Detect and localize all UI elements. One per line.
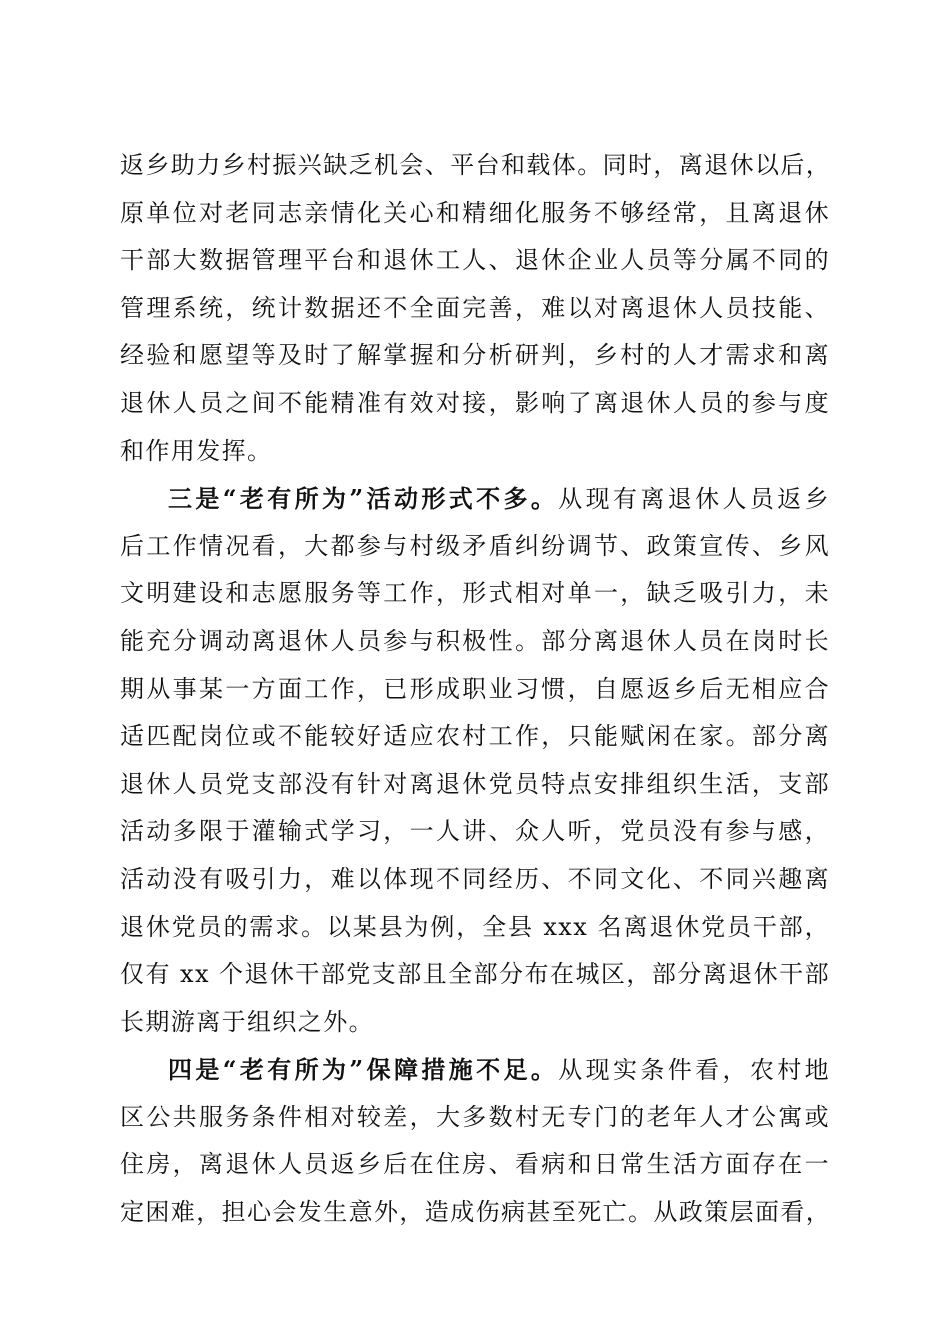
paragraph-first-line-rest: 从现有离退休人员返乡 — [558, 485, 831, 514]
document-body — [120, 142, 830, 1237]
text-line: 能充分调动离退休人员参与积极性。部分离退休人员在岗时长 — [120, 626, 830, 655]
text-line: 干部大数据管理平台和退休工人、退休企业人员等分属不同的 — [120, 246, 830, 275]
paragraph-lead: 三是“老有所为”活动形式不多。 — [168, 484, 559, 514]
text-line: 适匹配岗位或不能较好适应农村工作，只能赋闲在家。部分离 — [120, 722, 830, 751]
text-line: 活动多限于灌输式学习，一人讲、众人听，党员没有参与感， — [120, 817, 830, 846]
text-line: 后工作情况看，大都参与村级矛盾纠纷调节、政策宣传、乡风 — [120, 531, 830, 560]
text-line: 管理系统，统计数据还不全面完善，难以对离退休人员技能、 — [120, 293, 830, 322]
text-line: 文明建设和志愿服务等工作，形式相对单一，缺乏吸引力，未 — [120, 579, 830, 608]
text-line: 仅有 xx 个退休干部党支部且全部分布在城区，部分离退休干部 — [120, 960, 830, 989]
paragraph-first-line — [120, 1046, 830, 1094]
text-line: 区公共服务条件相对较差，大多数村无专门的老年人才公寓或 — [120, 1102, 830, 1131]
text-line: 退休人员之间不能精准有效对接，影响了离退休人员的参与度 — [120, 388, 830, 417]
text-line: 返乡助力乡村振兴缺乏机会、平台和载体。同时，离退休以后， — [120, 151, 832, 179]
text-line: 经验和愿望等及时了解掌握和分析研判，乡村的人才需求和离 — [120, 341, 830, 370]
text-line: 住房，离退休人员返乡后在住房、看病和日常生活方面存在一 — [120, 1150, 830, 1179]
paragraph-lead: 四是“老有所为”保障措施不足。 — [168, 1055, 559, 1085]
text-line: 原单位对老同志亲情化关心和精细化服务不够经常，且离退休 — [120, 198, 830, 227]
text-line: 期从事某一方面工作，已形成职业习惯，自愿返乡后无相应合 — [120, 674, 830, 703]
text-line: 活动没有吸引力，难以体现不同经历、不同文化、不同兴趣离 — [120, 864, 830, 893]
text-line: 退休党员的需求。以某县为例，全县 xxx 名离退休党员干部， — [120, 912, 830, 941]
text-line: 长期游离于组织之外。 — [120, 1007, 374, 1036]
text-line: 定困难，担心会发生意外，造成伤病甚至死亡。从政策层面看， — [120, 1198, 832, 1227]
paragraph-first-line — [120, 475, 830, 523]
text-line: 退休人员党支部没有针对离退休党员特点安排组织生活，支部 — [120, 769, 830, 798]
paragraph-first-line-rest: 从现实条件看，农村地 — [558, 1056, 831, 1085]
text-line: 和作用发挥。 — [120, 436, 273, 465]
